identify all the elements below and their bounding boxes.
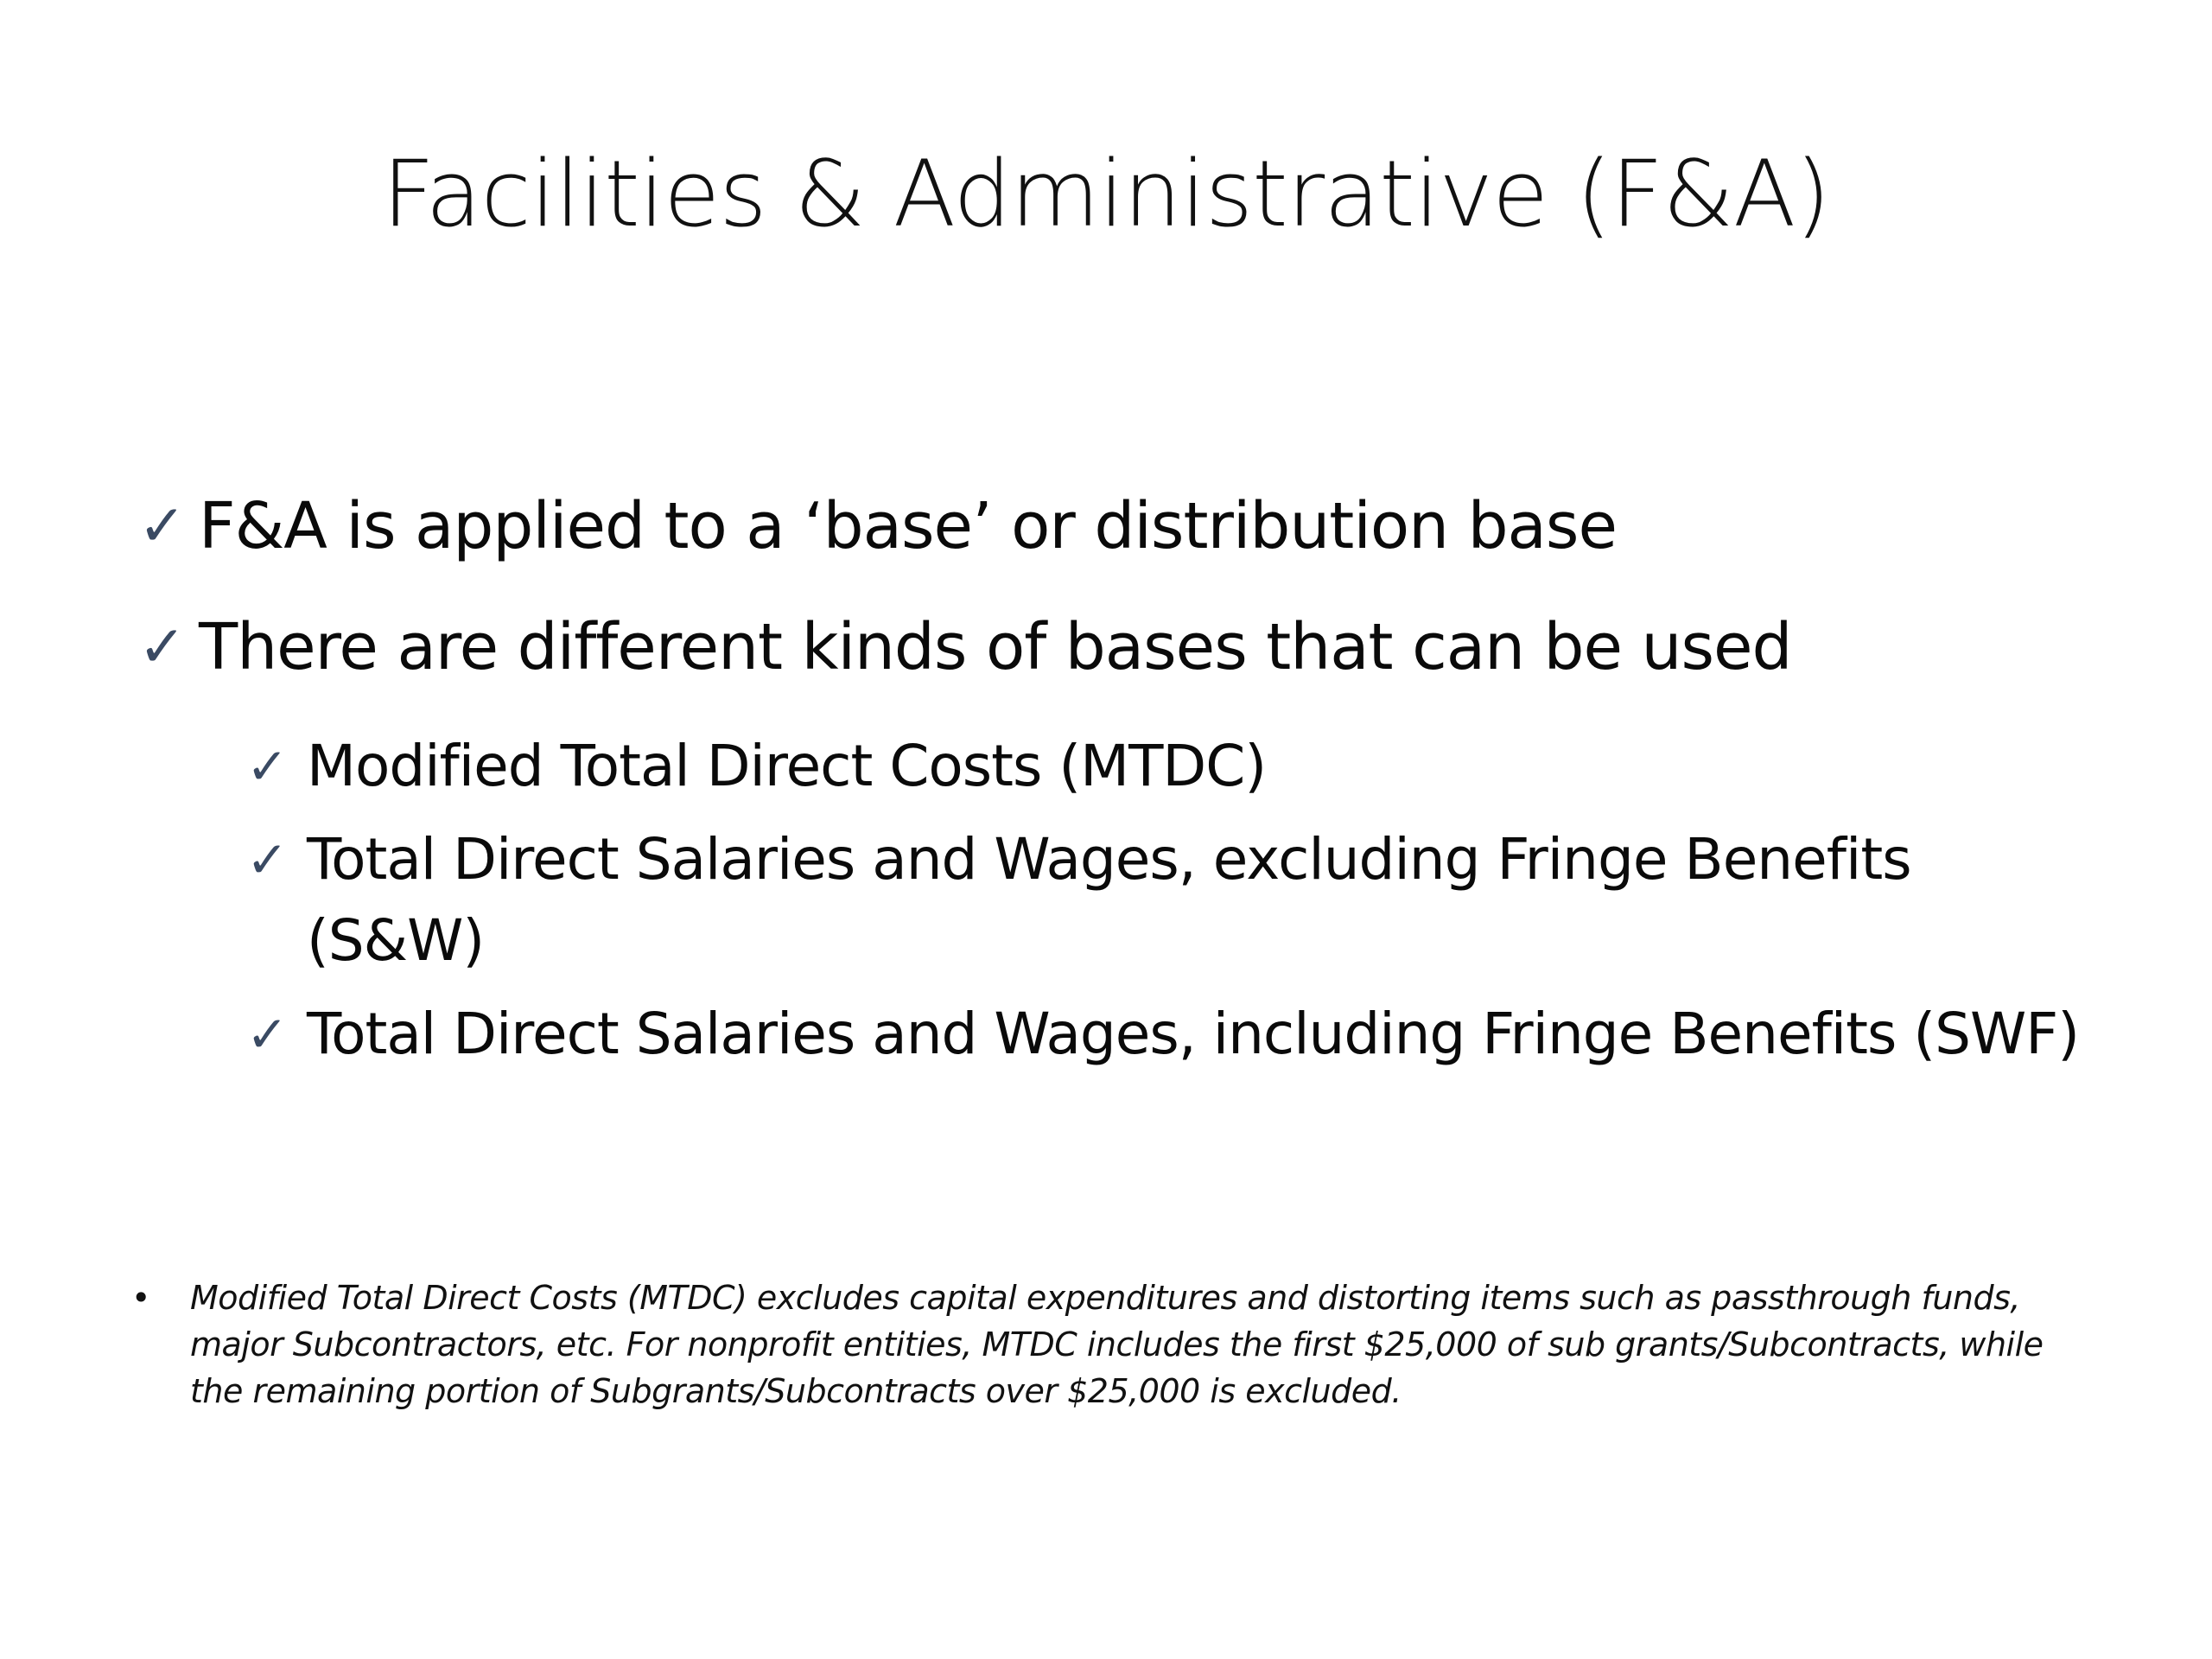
checkmark-icon: ✓ — [246, 830, 288, 889]
footnote-list — [130, 1274, 2082, 1414]
sub-bullet-text: Total Direct Salaries and Wages, excluding Fringe Benefits (S&W) — [307, 826, 1911, 974]
bullet-text: There are different kinds of bases that can be used — [199, 610, 1792, 684]
sub-bullet-item — [246, 726, 2091, 807]
checkmark-icon: ✓ — [246, 1005, 288, 1064]
checkmark-icon: ✓ — [246, 737, 288, 796]
sub-bullet-text: Total Direct Salaries and Wages, including Fringe Benefits (SWF) — [307, 1001, 2079, 1067]
bullet-dot-icon: • — [131, 1279, 150, 1317]
bullet-item — [138, 605, 2091, 690]
bullet-list — [138, 484, 2091, 1087]
sub-bullet-text: Modified Total Direct Costs (MTDC) — [307, 733, 1267, 799]
checkmark-icon: ✓ — [138, 493, 186, 559]
footnote-text: Modified Total Direct Costs (MTDC) excludes capital expenditures and distorting items such as passthrough funds, major Subcontractors, etc. For nonprofit entities, MTDC includes the first $25,000 of sub grants/Subcontracts, while the remaining portion of Subgrants/Subcontracts over $25,000 is excluded. — [190, 1279, 2044, 1410]
bullet-text: F&A is applied to a ‘base’ or distribution base — [199, 489, 1617, 563]
slide-title: Facilities & Administrative (F&A) — [382, 141, 1830, 247]
checkmark-icon: ✓ — [138, 613, 186, 680]
sub-bullet-item — [246, 819, 2091, 982]
footnote-item — [130, 1274, 2082, 1414]
bullet-item — [138, 484, 2091, 569]
sub-bullet-item — [246, 994, 2091, 1075]
